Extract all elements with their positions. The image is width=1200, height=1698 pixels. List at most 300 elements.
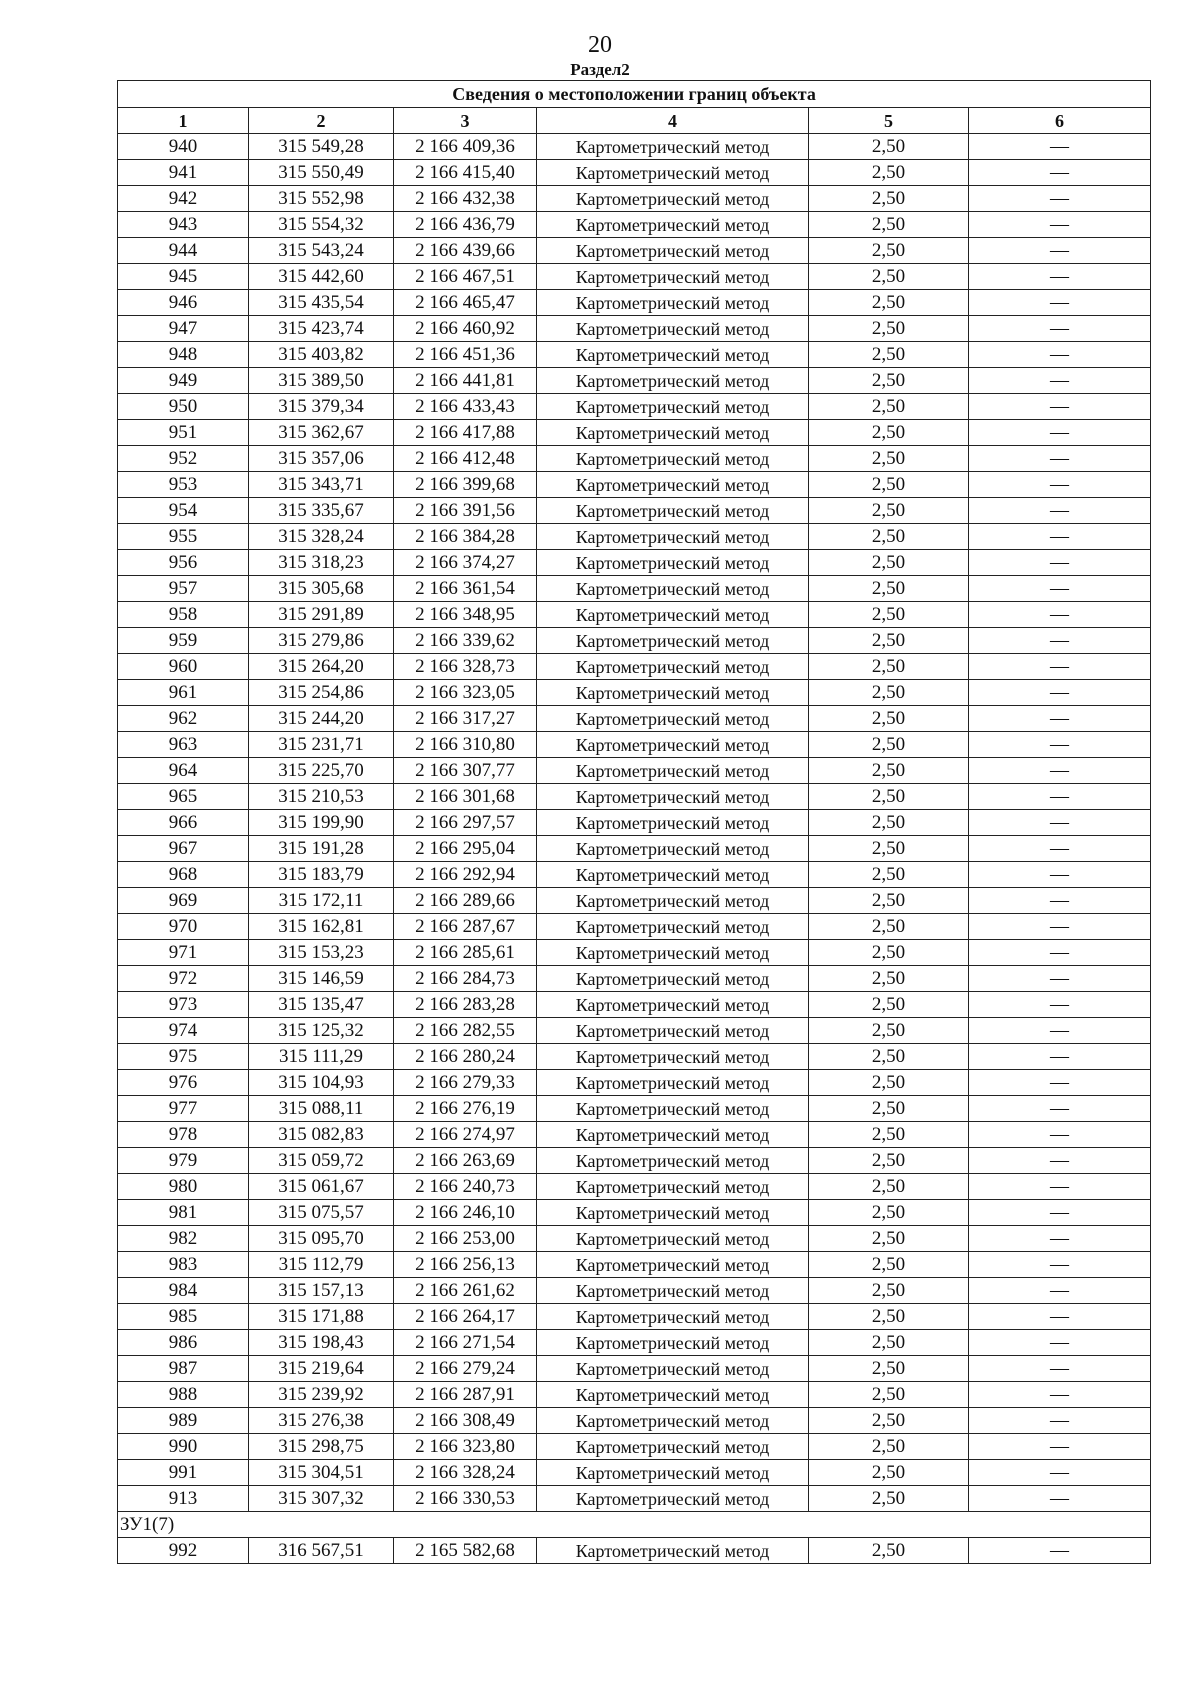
table-cell-col1: 971 [118, 940, 249, 966]
table-cell-col6: — [969, 654, 1151, 680]
table-cell-col3: 2 166 289,66 [394, 888, 537, 914]
table-cell-col2: 315 298,75 [249, 1434, 394, 1460]
table-cell-col5: 2,50 [809, 1278, 969, 1304]
table-cell-col5: 2,50 [809, 888, 969, 914]
table-cell-col5: 2,50 [809, 1200, 969, 1226]
table-cell-col5: 2,50 [809, 810, 969, 836]
table-cell-col6: — [969, 1096, 1151, 1122]
table-row [118, 1278, 1151, 1304]
table-cell-col2: 315 219,64 [249, 1356, 394, 1382]
table-row [118, 1538, 1151, 1564]
table-cell-col4: Картометрический метод [537, 1382, 809, 1408]
table-cell-col4: Картометрический метод [537, 654, 809, 680]
table-cell-col2: 315 183,79 [249, 862, 394, 888]
table-cell-col6: — [969, 342, 1151, 368]
table-cell-col4: Картометрический метод [537, 186, 809, 212]
table-cell-col1: 981 [118, 1200, 249, 1226]
table-cell-col3: 2 166 391,56 [394, 498, 537, 524]
table-cell-col4: Картометрический метод [537, 472, 809, 498]
table-cell-col6: — [969, 810, 1151, 836]
table-row [118, 264, 1151, 290]
table-cell-col3: 2 166 310,80 [394, 732, 537, 758]
table-cell-col5: 2,50 [809, 836, 969, 862]
table-row [118, 524, 1151, 550]
table-cell-col2: 315 435,54 [249, 290, 394, 316]
table-cell-col2: 315 082,83 [249, 1122, 394, 1148]
table-row [118, 238, 1151, 264]
table-cell-col5: 2,50 [809, 628, 969, 654]
table-cell-col4: Картометрический метод [537, 1148, 809, 1174]
table-cell-col6: — [969, 1304, 1151, 1330]
table-cell-col4: Картометрический метод [537, 836, 809, 862]
table-cell-col1: 964 [118, 758, 249, 784]
table-cell-col5: 2,50 [809, 654, 969, 680]
table-cell-col1: 975 [118, 1044, 249, 1070]
table-cell-col1: 947 [118, 316, 249, 342]
table-cell-col5: 2,50 [809, 1330, 969, 1356]
table-row [118, 1174, 1151, 1200]
table-cell-col1: 985 [118, 1304, 249, 1330]
table-row [118, 550, 1151, 576]
table-row [118, 186, 1151, 212]
table-cell-col6: — [969, 1330, 1151, 1356]
table-cell-col4: Картометрический метод [537, 1226, 809, 1252]
table-cell-col5: 2,50 [809, 1538, 969, 1564]
table-cell-col2: 315 135,47 [249, 992, 394, 1018]
table-cell-col2: 315 318,23 [249, 550, 394, 576]
table-row [118, 472, 1151, 498]
table-cell-col3: 2 166 261,62 [394, 1278, 537, 1304]
table-cell-col4: Картометрический метод [537, 238, 809, 264]
table-cell-col2: 315 335,67 [249, 498, 394, 524]
table-cell-col6: — [969, 914, 1151, 940]
table-cell-col1: 966 [118, 810, 249, 836]
table-cell-col6: — [969, 706, 1151, 732]
table-cell-col6: — [969, 888, 1151, 914]
table-cell-col3: 2 166 301,68 [394, 784, 537, 810]
table-cell-col2: 315 172,11 [249, 888, 394, 914]
table-cell-col3: 2 166 339,62 [394, 628, 537, 654]
table-cell-col3: 2 166 441,81 [394, 368, 537, 394]
table-cell-col2: 315 239,92 [249, 1382, 394, 1408]
table-row [118, 342, 1151, 368]
table-row [118, 1200, 1151, 1226]
table-cell-col2: 315 061,67 [249, 1174, 394, 1200]
table-cell-col5: 2,50 [809, 1018, 969, 1044]
table-row [118, 1330, 1151, 1356]
table-cell-col4: Картометрический метод [537, 992, 809, 1018]
table-cell-col1: 970 [118, 914, 249, 940]
table-row [118, 1252, 1151, 1278]
table-cell-col5: 2,50 [809, 914, 969, 940]
table-cell-col3: 2 166 240,73 [394, 1174, 537, 1200]
table-cell-col3: 2 166 295,04 [394, 836, 537, 862]
column-header-row [118, 108, 1151, 134]
table-cell-col1: 974 [118, 1018, 249, 1044]
column-header-6: 6 [969, 108, 1151, 134]
table-cell-col6: — [969, 1382, 1151, 1408]
table-cell-col2: 315 095,70 [249, 1226, 394, 1252]
table-cell-col5: 2,50 [809, 992, 969, 1018]
table-cell-col4: Картометрический метод [537, 1018, 809, 1044]
table-cell-col2: 315 198,43 [249, 1330, 394, 1356]
table-cell-col6: — [969, 472, 1151, 498]
table-cell-col4: Картометрический метод [537, 914, 809, 940]
table-cell-col5: 2,50 [809, 1070, 969, 1096]
table-cell-col5: 2,50 [809, 394, 969, 420]
table-row [118, 1382, 1151, 1408]
table-cell-col1: 972 [118, 966, 249, 992]
table-cell-col5: 2,50 [809, 602, 969, 628]
table-cell-col2: 315 157,13 [249, 1278, 394, 1304]
table-cell-col6: — [969, 1122, 1151, 1148]
table-cell-col5: 2,50 [809, 1304, 969, 1330]
table-cell-col6: — [969, 1226, 1151, 1252]
table-cell-col6: — [969, 212, 1151, 238]
table-cell-col5: 2,50 [809, 1226, 969, 1252]
table-cell-col1: 983 [118, 1252, 249, 1278]
column-header-3: 3 [394, 108, 537, 134]
table-cell-col5: 2,50 [809, 160, 969, 186]
table-row [118, 966, 1151, 992]
table-cell-col1: 946 [118, 290, 249, 316]
table-cell-col4: Картометрический метод [537, 160, 809, 186]
table-cell-col6: — [969, 160, 1151, 186]
table-cell-col6: — [969, 1408, 1151, 1434]
table-row [118, 160, 1151, 186]
table-cell-col3: 2 166 451,36 [394, 342, 537, 368]
table-cell-col1: 988 [118, 1382, 249, 1408]
table-row [118, 368, 1151, 394]
table-cell-col1: 968 [118, 862, 249, 888]
table-cell-col3: 2 166 279,33 [394, 1070, 537, 1096]
table-cell-col1: 982 [118, 1226, 249, 1252]
table-cell-col4: Картометрический метод [537, 524, 809, 550]
table-cell-col2: 315 379,34 [249, 394, 394, 420]
table-cell-col4: Картометрический метод [537, 1044, 809, 1070]
table-cell-col4: Картометрический метод [537, 628, 809, 654]
table-cell-col4: Картометрический метод [537, 134, 809, 160]
table-cell-col3: 2 166 246,10 [394, 1200, 537, 1226]
table-cell-col2: 315 210,53 [249, 784, 394, 810]
table-cell-col4: Картометрический метод [537, 446, 809, 472]
table-row [118, 446, 1151, 472]
table-cell-col5: 2,50 [809, 1486, 969, 1512]
table-cell-col2: 315 362,67 [249, 420, 394, 446]
table-row [118, 654, 1151, 680]
table-cell-col2: 315 244,20 [249, 706, 394, 732]
table-cell-col5: 2,50 [809, 212, 969, 238]
table-row [118, 134, 1151, 160]
table-cell-col4: Картометрический метод [537, 706, 809, 732]
table-cell-col4: Картометрический метод [537, 1252, 809, 1278]
table-cell-col3: 2 166 399,68 [394, 472, 537, 498]
table-cell-col6: — [969, 264, 1151, 290]
table-title-row [118, 81, 1151, 108]
table-cell-col3: 2 166 297,57 [394, 810, 537, 836]
table-cell-col4: Картометрический метод [537, 862, 809, 888]
table-cell-col5: 2,50 [809, 940, 969, 966]
table-row [118, 1304, 1151, 1330]
table-cell-col2: 315 549,28 [249, 134, 394, 160]
table-row [118, 1044, 1151, 1070]
table-row [118, 732, 1151, 758]
table-cell-col5: 2,50 [809, 446, 969, 472]
table-cell-col4: Картометрический метод [537, 732, 809, 758]
table-row [118, 1096, 1151, 1122]
table-cell-col5: 2,50 [809, 1148, 969, 1174]
table-row [118, 316, 1151, 342]
table-cell-col3: 2 166 263,69 [394, 1148, 537, 1174]
table-cell-col3: 2 166 271,54 [394, 1330, 537, 1356]
table-cell-col3: 2 166 283,28 [394, 992, 537, 1018]
table-cell-col4: Картометрический метод [537, 1330, 809, 1356]
table-cell-col5: 2,50 [809, 1252, 969, 1278]
table-row [118, 992, 1151, 1018]
table-cell-col1: 960 [118, 654, 249, 680]
page-number: 20 [588, 32, 612, 58]
table-row [118, 1122, 1151, 1148]
table-cell-col3: 2 165 582,68 [394, 1538, 537, 1564]
table-cell-col2: 315 357,06 [249, 446, 394, 472]
table-cell-col2: 315 225,70 [249, 758, 394, 784]
table-cell-col1: 973 [118, 992, 249, 1018]
table-cell-col6: — [969, 1200, 1151, 1226]
table-row [118, 1356, 1151, 1382]
table-row [118, 862, 1151, 888]
table-cell-col2: 315 389,50 [249, 368, 394, 394]
table-cell-col1: 976 [118, 1070, 249, 1096]
table-row [118, 1460, 1151, 1486]
table-cell-col5: 2,50 [809, 316, 969, 342]
table-cell-col1: 955 [118, 524, 249, 550]
table-cell-col2: 315 403,82 [249, 342, 394, 368]
table-cell-col1: 965 [118, 784, 249, 810]
column-header-2: 2 [249, 108, 394, 134]
table-cell-col6: — [969, 1356, 1151, 1382]
table-cell-col4: Картометрический метод [537, 1200, 809, 1226]
table-cell-col6: — [969, 758, 1151, 784]
table-row [118, 1408, 1151, 1434]
table-cell-col5: 2,50 [809, 1356, 969, 1382]
table-cell-col6: — [969, 134, 1151, 160]
table-cell-col5: 2,50 [809, 706, 969, 732]
table-cell-col6: — [969, 576, 1151, 602]
table-row [118, 888, 1151, 914]
table-cell-col1: 953 [118, 472, 249, 498]
table-cell-col4: Картометрический метод [537, 680, 809, 706]
table-row [118, 1070, 1151, 1096]
table-cell-col1: 959 [118, 628, 249, 654]
table-cell-col6: — [969, 940, 1151, 966]
table-row [118, 940, 1151, 966]
table-cell-col5: 2,50 [809, 576, 969, 602]
table-cell-col5: 2,50 [809, 134, 969, 160]
table-cell-col3: 2 166 253,00 [394, 1226, 537, 1252]
table-cell-col3: 2 166 307,77 [394, 758, 537, 784]
table-cell-col1: 978 [118, 1122, 249, 1148]
table-cell-col6: — [969, 680, 1151, 706]
table-cell-col6: — [969, 628, 1151, 654]
table-cell-col3: 2 166 285,61 [394, 940, 537, 966]
table-cell-col4: Картометрический метод [537, 290, 809, 316]
table-cell-col5: 2,50 [809, 1408, 969, 1434]
table-cell-col3: 2 166 330,53 [394, 1486, 537, 1512]
table-cell-col4: Картометрический метод [537, 940, 809, 966]
table-cell-col5: 2,50 [809, 1434, 969, 1460]
table-body [118, 134, 1151, 1564]
table-cell-col2: 315 554,32 [249, 212, 394, 238]
table-cell-col6: — [969, 420, 1151, 446]
table-cell-col3: 2 166 264,17 [394, 1304, 537, 1330]
column-header-5: 5 [809, 108, 969, 134]
table-cell-col4: Картометрический метод [537, 1486, 809, 1512]
table-cell-col3: 2 166 292,94 [394, 862, 537, 888]
column-header-1: 1 [118, 108, 249, 134]
table-cell-col5: 2,50 [809, 290, 969, 316]
table-cell-col5: 2,50 [809, 550, 969, 576]
table-cell-col1: 984 [118, 1278, 249, 1304]
table-cell-col6: — [969, 1434, 1151, 1460]
table-cell-col3: 2 166 279,24 [394, 1356, 537, 1382]
table-cell-col5: 2,50 [809, 966, 969, 992]
table-cell-col5: 2,50 [809, 420, 969, 446]
table-cell-col4: Картометрический метод [537, 1356, 809, 1382]
table-cell-col6: — [969, 1538, 1151, 1564]
table-cell-col1: 948 [118, 342, 249, 368]
table-cell-col2: 315 199,90 [249, 810, 394, 836]
table-cell-col2: 315 305,68 [249, 576, 394, 602]
table-cell-col5: 2,50 [809, 498, 969, 524]
table-cell-col2: 315 231,71 [249, 732, 394, 758]
table-cell-col5: 2,50 [809, 1460, 969, 1486]
table-cell-col2: 315 550,49 [249, 160, 394, 186]
table-cell-col3: 2 166 323,05 [394, 680, 537, 706]
table-cell-col2: 315 059,72 [249, 1148, 394, 1174]
table-row [118, 420, 1151, 446]
table-cell-col3: 2 166 317,27 [394, 706, 537, 732]
table-cell-col1: 954 [118, 498, 249, 524]
table-row [118, 498, 1151, 524]
table-cell-col4: Картометрический метод [537, 550, 809, 576]
table-cell-col6: — [969, 290, 1151, 316]
table-cell-col4: Картометрический метод [537, 1096, 809, 1122]
table-cell-col2: 315 153,23 [249, 940, 394, 966]
table-cell-col1: 942 [118, 186, 249, 212]
table-row [118, 628, 1151, 654]
table-cell-col1: 963 [118, 732, 249, 758]
table-cell-col6: — [969, 316, 1151, 342]
table-cell-col6: — [969, 524, 1151, 550]
table-cell-col2: 315 304,51 [249, 1460, 394, 1486]
table-cell-col6: — [969, 836, 1151, 862]
table-cell-col2: 315 125,32 [249, 1018, 394, 1044]
table-cell-col3: 2 166 415,40 [394, 160, 537, 186]
table-cell-col1: 987 [118, 1356, 249, 1382]
boundary-table [117, 80, 1151, 1564]
table-cell-col1: 992 [118, 1538, 249, 1564]
table-row [118, 914, 1151, 940]
table-cell-col5: 2,50 [809, 784, 969, 810]
table-cell-col1: 957 [118, 576, 249, 602]
table-cell-col4: Картометрический метод [537, 602, 809, 628]
subgroup-row [118, 1512, 1151, 1538]
table-cell-col3: 2 166 436,79 [394, 212, 537, 238]
table-cell-col2: 315 423,74 [249, 316, 394, 342]
table-cell-col4: Картометрический метод [537, 498, 809, 524]
table-cell-col3: 2 166 348,95 [394, 602, 537, 628]
table-cell-col4: Картометрический метод [537, 1460, 809, 1486]
table-cell-col6: — [969, 368, 1151, 394]
table-cell-col1: 969 [118, 888, 249, 914]
table-cell-col6: — [969, 862, 1151, 888]
table-cell-col1: 986 [118, 1330, 249, 1356]
table-cell-col6: — [969, 1044, 1151, 1070]
table-cell-col6: — [969, 1252, 1151, 1278]
table-cell-col1: 943 [118, 212, 249, 238]
table-cell-col2: 315 307,32 [249, 1486, 394, 1512]
table-cell-col2: 315 343,71 [249, 472, 394, 498]
table-cell-col6: — [969, 238, 1151, 264]
table-cell-col1: 989 [118, 1408, 249, 1434]
table-cell-col3: 2 166 256,13 [394, 1252, 537, 1278]
table-cell-col2: 316 567,51 [249, 1538, 394, 1564]
table-cell-col2: 315 171,88 [249, 1304, 394, 1330]
table-cell-col1: 940 [118, 134, 249, 160]
table-row [118, 1226, 1151, 1252]
table-cell-col1: 956 [118, 550, 249, 576]
table-cell-col4: Картометрический метод [537, 1408, 809, 1434]
table-cell-col2: 315 088,11 [249, 1096, 394, 1122]
table-row [118, 810, 1151, 836]
table-row [118, 602, 1151, 628]
table-cell-col3: 2 166 460,92 [394, 316, 537, 342]
table-cell-col6: — [969, 1070, 1151, 1096]
table-cell-col5: 2,50 [809, 1122, 969, 1148]
table-cell-col5: 2,50 [809, 862, 969, 888]
table-cell-col3: 2 166 282,55 [394, 1018, 537, 1044]
table-cell-col3: 2 166 287,91 [394, 1382, 537, 1408]
table-cell-col3: 2 166 308,49 [394, 1408, 537, 1434]
table-cell-col5: 2,50 [809, 680, 969, 706]
table-cell-col2: 315 328,24 [249, 524, 394, 550]
table-cell-col1: 977 [118, 1096, 249, 1122]
table-cell-col4: Картометрический метод [537, 784, 809, 810]
table-cell-col3: 2 166 323,80 [394, 1434, 537, 1460]
table-cell-col3: 2 166 412,48 [394, 446, 537, 472]
table-cell-col2: 315 552,98 [249, 186, 394, 212]
table-cell-col6: — [969, 1278, 1151, 1304]
table-cell-col4: Картометрический метод [537, 1538, 809, 1564]
table-cell-col4: Картометрический метод [537, 1174, 809, 1200]
table-cell-col1: 990 [118, 1434, 249, 1460]
table-cell-col1: 913 [118, 1486, 249, 1512]
table-cell-col2: 315 543,24 [249, 238, 394, 264]
table-cell-col5: 2,50 [809, 524, 969, 550]
table-cell-col6: — [969, 394, 1151, 420]
table-cell-col4: Картометрический метод [537, 368, 809, 394]
table-cell-col1: 979 [118, 1148, 249, 1174]
table-cell-col2: 315 162,81 [249, 914, 394, 940]
section-title: Раздел2 [570, 60, 630, 79]
table-cell-col4: Картометрический метод [537, 1304, 809, 1330]
table-cell-col3: 2 166 328,73 [394, 654, 537, 680]
table-cell-col2: 315 291,89 [249, 602, 394, 628]
table-cell-col5: 2,50 [809, 264, 969, 290]
table-cell-col2: 315 111,29 [249, 1044, 394, 1070]
table-cell-col3: 2 166 467,51 [394, 264, 537, 290]
table-row [118, 836, 1151, 862]
